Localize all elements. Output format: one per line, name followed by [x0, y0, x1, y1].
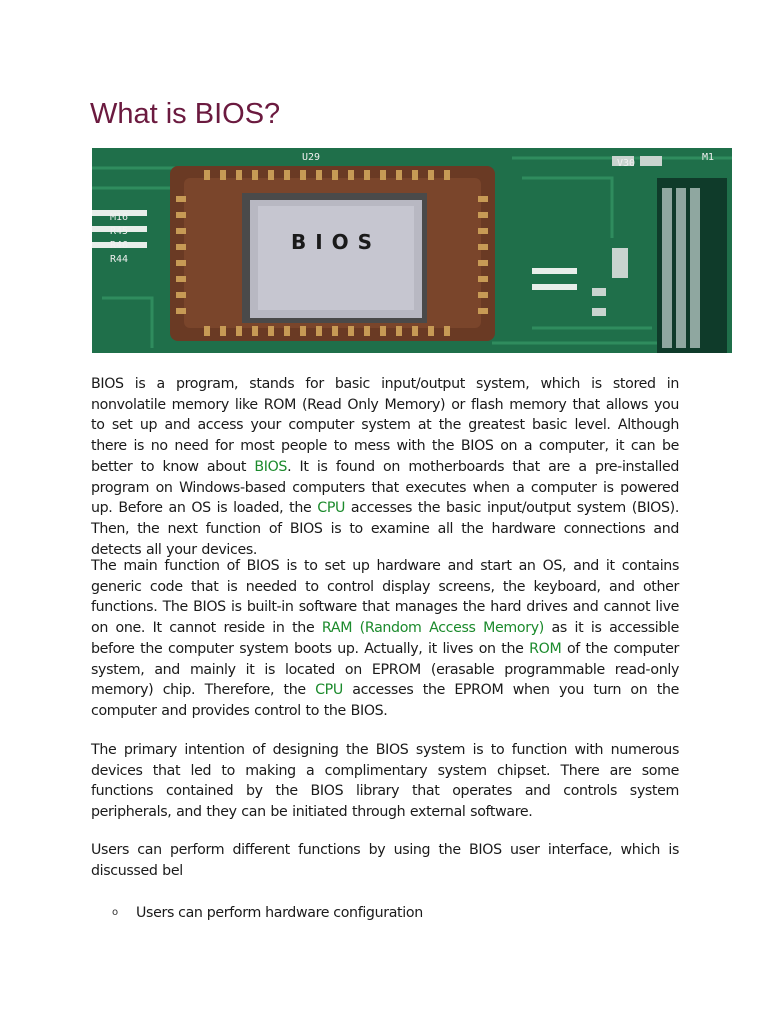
list-item: [112, 903, 672, 923]
page-title: What is BIOS?: [90, 98, 281, 130]
functions-list: [112, 903, 672, 923]
silkscreen-label: M1: [702, 152, 715, 163]
silkscreen-label: M16: [110, 212, 129, 223]
text-run: of the computer system, and mainly it is located on EPROM (erasable programmable read-only memory) chip. Therefore, the: [91, 640, 679, 699]
text-run: accesses the basic input/output system (BIOS). Then, the next function of BIOS is to examine all the hardware connections and detects all your devices.: [91, 500, 679, 558]
paragraph-intro: [91, 374, 679, 560]
paragraph-primary-intention: The primary intention of designing the BIOS system is to function with numerous devices that led to making a complimentary system chipset. There are some functions contained by the BIOS library that operates and controls system peripherals, and they can be initiated through external software.: [91, 742, 679, 821]
text-run: The main function of BIOS is to set up hardware and start an OS, and it contains generic code that is needed to control display screens, the keyboard, and other functions. The BIOS is built-in software that manages the hard drives and cannot live on one. It cannot reside in the: [91, 558, 679, 637]
bullet-marker: o: [112, 907, 118, 918]
list-item-text: Users can perform hardware configuration: [136, 905, 423, 921]
silkscreen-label: R44: [110, 254, 129, 265]
text-run: as it is accessible before the computer system boots up. Actually, it lives on the: [91, 620, 679, 657]
silkscreen-label: R46: [110, 240, 129, 251]
bios-chip-photo: [92, 148, 732, 353]
cpu-link[interactable]: CPU: [315, 682, 343, 699]
chip-label: BIOS: [290, 230, 382, 254]
text-run: BIOS is a program, stands for basic input/output system, which is stored in nonvolatile memory like ROM (Read Only Memory) or flash memory that allows you to set up and access your computer system at the greatest basic level. Although there is no need for most people to mess with the BIOS on a computer, it can be better to know about: [91, 376, 679, 475]
ram-link[interactable]: RAM (Random Access Memory): [321, 620, 544, 637]
silkscreen-label: R45: [110, 226, 129, 237]
paragraph-main-function: [91, 556, 679, 722]
text-run: accesses the EPROM when you turn on the computer and provides control to the BIOS.: [91, 682, 679, 719]
silkscreen-label: V30: [617, 158, 636, 169]
cpu-link[interactable]: CPU: [317, 500, 346, 517]
rom-link[interactable]: ROM: [529, 640, 562, 657]
silkscreen-label: U29: [302, 152, 321, 163]
text-run: . It is found on motherboards that are a pre-installed program on Windows-based computers that executes when a computer is powered up. Before an OS is loaded, the: [91, 458, 680, 517]
bios-link[interactable]: BIOS: [254, 458, 288, 475]
paragraph-user-functions: Users can perform different functions by using the BIOS user interface, which is discussed bel: [91, 842, 679, 879]
